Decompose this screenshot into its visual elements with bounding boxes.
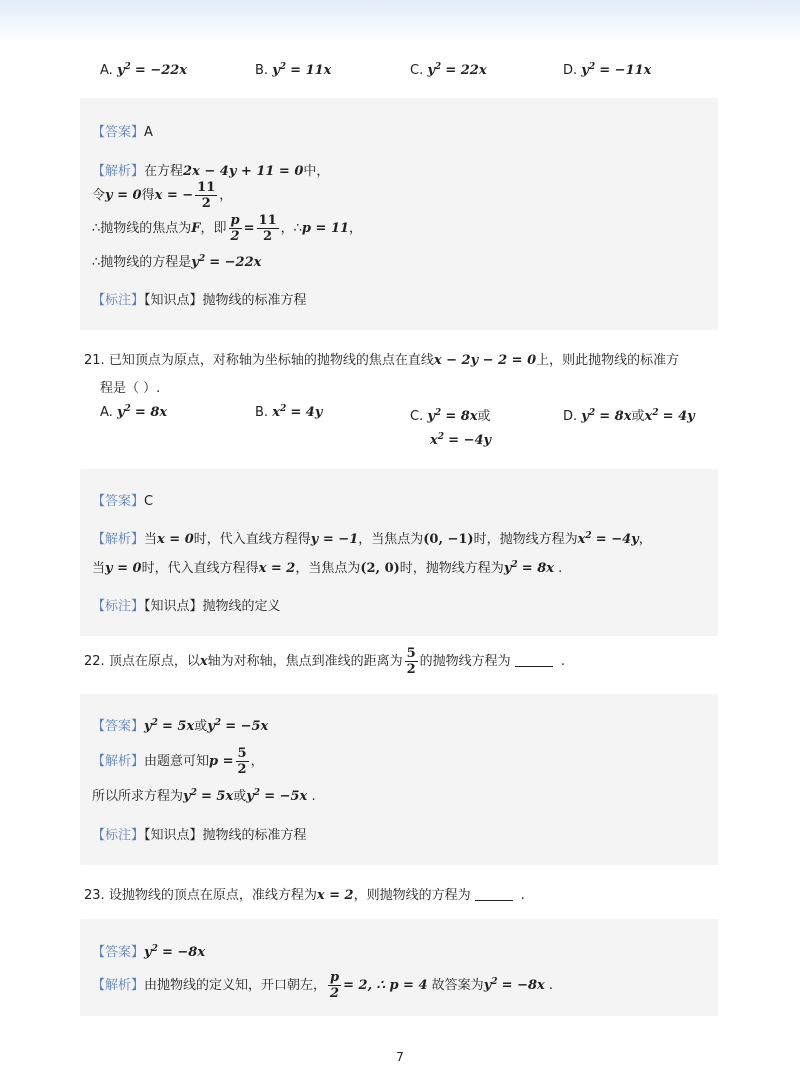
q21-option-a: A. $y^2 = 8x$ — [100, 404, 168, 420]
q22-stem: 22. 顶点在原点，以x轴为对称轴，焦点到准线的距离为 $\frac{5}{2}$ 的抛物线方程为 . — [84, 646, 565, 677]
q20-analysis-line-1: 【解析】在方程2x − 4y + 11 = 0中， — [92, 164, 330, 179]
q20-analysis-line-4: ∴抛物线的方程是$y^2 = -22x$ — [92, 254, 262, 270]
page-header-band — [0, 0, 800, 42]
q20-option-c: C. $y^2 = 22x$ — [410, 62, 487, 78]
q23-analysis: 【解析】由抛物线的定义知，开口朝左， $\frac{p}{2}$ = 2, ∴ p = 4 故答案为$y^2 = -8x$ . — [92, 970, 554, 1001]
q20-answer: 【答案】A — [92, 125, 153, 140]
q20-analysis-line-2: 令y = 0得x = − $\frac{11}{2}$ ， — [92, 180, 233, 211]
q23-answer-blank[interactable] — [475, 900, 513, 901]
q21-option-c-line-2: $x^2 = -4y$ — [430, 432, 492, 448]
q20-option-d: D. $y^2 = -11x$ — [563, 62, 652, 78]
q23-answer-box — [80, 919, 718, 1016]
q20-analysis-line-3: ∴抛物线的焦点为F，即 $\frac{p}{2}$ = $\frac{11}{2}$ ，∴p = 11， — [92, 213, 363, 244]
q22-analysis-line-2: 所以所求方程为$y^2 = 5x$或$y^2 = -5x$ . — [92, 788, 316, 804]
q21-answer: 【答案】C — [92, 494, 154, 509]
q22-answer-blank[interactable] — [515, 666, 553, 667]
q21-note: 【标注】【知识点】抛物线的定义 — [92, 599, 281, 614]
q20-note: 【标注】【知识点】抛物线的标准方程 — [92, 293, 307, 308]
q22-answer: 【答案】$y^2 = 5x$或$y^2 = -5x$ — [92, 718, 269, 734]
q23-answer: 【答案】$y^2 = -8x$ — [92, 944, 206, 960]
q21-option-d: D. $y^2 = 8x$或$x^2 = 4y$ — [563, 408, 695, 424]
q21-analysis-line-2: 当y = 0时，代入直线方程得x = 2，当焦点为(2, 0)时，抛物线方程为$y^2 = 8x$ . — [92, 560, 563, 576]
q22-note: 【标注】【知识点】抛物线的标准方程 — [92, 828, 307, 843]
q20-option-b: B. $y^2 = 11x$ — [255, 62, 332, 78]
page-number: 7 — [396, 1050, 404, 1064]
q21-option-c: C. $y^2 = 8x$或 — [410, 408, 491, 424]
q23-stem: 23. 设抛物线的顶点在原点，准线方程为x = 2，则抛物线的方程为 . — [84, 888, 525, 903]
q21-stem-line-1: 21. 已知顶点为原点，对称轴为坐标轴的抛物线的焦点在直线x − 2y − 2 = 0上，则此抛物线的标准方 — [84, 353, 680, 368]
q22-analysis-line-1: 【解析】由题意可知p = $\frac{5}{2}$ ， — [92, 746, 264, 777]
q21-analysis-line-1: 【解析】当x = 0时，代入直线方程得y = −1，当焦点为(0, −1)时，抛物线方程为$x^2 = -4y$， — [92, 531, 652, 547]
q21-stem-line-2: 程是（ ）. — [100, 381, 161, 396]
q20-option-a: A. $y^2 = -22x$ — [100, 62, 188, 78]
q21-option-b: B. $x^2 = 4y$ — [255, 404, 323, 420]
